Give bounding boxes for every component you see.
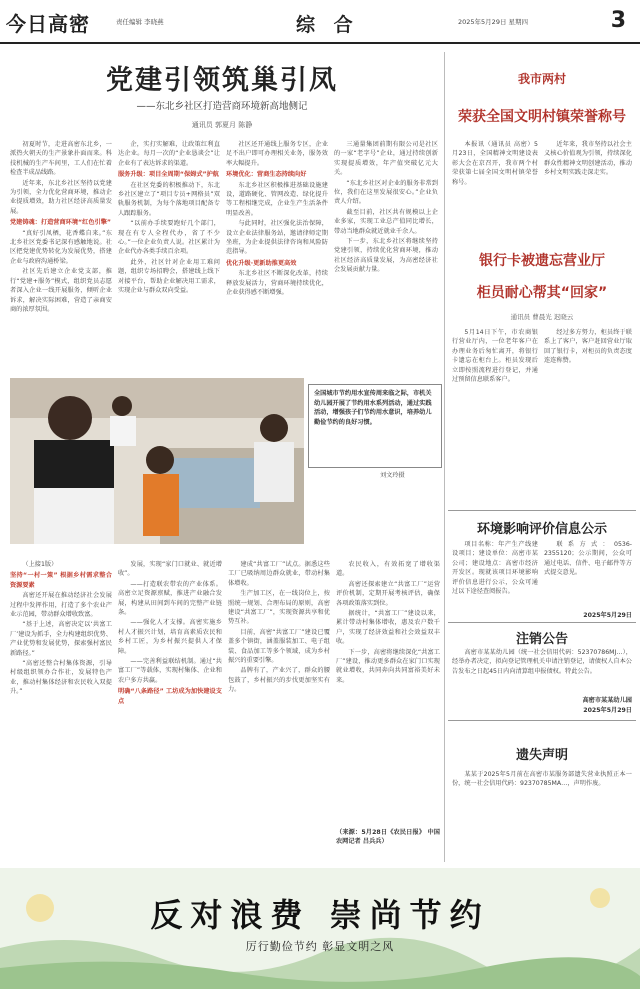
paragraph: 社区先后建立企业党支部，推行“党建+服务”模式，组织党员志愿者深入企业一线开展服务，倾听企业诉求，解决实际困难，营造了亲商安商的浓厚氛围。 — [10, 268, 112, 313]
paragraph: 5月14日下午，市农商银行营业厅内，一位老年客户在办理业务后匆忙离开，将银行卡遗忘在柜台上。柜员发现后立即按照流程进行登记，并通过预留信息联系客户。 — [452, 329, 538, 384]
sidebar-story1-title: 荣获全国文明村镇荣誉称号 — [458, 109, 626, 125]
main-article-column-4 — [334, 140, 438, 380]
paragraph: “以前办手续要跑好几个部门，现在有专人全程代办，省了不少心。”一位企业负责人说。社区累计为企业代办各类手续百余项。 — [118, 220, 220, 256]
paragraph: 三通量集团前期有限公司是社区的一家“老字号”企业，通过持续创新实现提质增效，年产值突破亿元大关。 — [334, 141, 438, 177]
banner-subslogan: 厉行勤俭节约 彰显文明之风 — [245, 940, 395, 953]
paragraph: 生产加工区，在一线岗位上，按照统一规划、合理布局的原则，高密建设“共富工厂”，实现资源共享和优势互补。 — [228, 590, 330, 626]
main-article-title: 党建引领筑巢引凤 — [106, 65, 338, 96]
paragraph: ——打造联农带农的产业体系。高密立足资源禀赋，推进产业融合发展，构建从田间到车间的完整产业链条。 — [118, 580, 222, 617]
paragraph: ——强化人才支撑。高密实施乡村人才振兴计划，培育高素质农民和乡村工匠，为乡村振兴提供人才保障。 — [118, 619, 222, 655]
notice-lost-title: 遗失声明 — [515, 748, 568, 763]
sidebar-story1-column-1 — [452, 140, 538, 240]
notice-cancellation-date: 2025年5月29日 — [583, 707, 632, 714]
lower-article-column-1 — [10, 560, 112, 860]
notice-cancellation-signer: 高密市某某幼儿园 — [582, 697, 632, 704]
notice-cancellation-body — [452, 648, 632, 692]
notice-eia-body-right — [544, 540, 632, 608]
newspaper-logo: 今日高密 — [6, 12, 90, 36]
section-subhead: 坚持“一村一策” 根据乡村需求整合资源要素 — [10, 572, 112, 589]
main-article-column-3 — [226, 140, 328, 372]
section-subhead: 明确“八条路径” 工坊成为加快建设支点 — [118, 688, 222, 705]
main-article-column-1 — [10, 140, 112, 372]
section-subhead: 党建铸魂：打造营商环境“红色引擎” — [10, 219, 111, 227]
paragraph: “高密还整合村集体资源，引导村级组织领办合作社，发展特色产业，推动村集体经济和农民收入双提升。” — [10, 660, 112, 696]
paragraph: 高密市某某幼儿园（统一社会信用代码：52370786MJ…），经举办者决定，拟向登记管理机关申请注销登记，请债权人自本公告发布之日起45日内向清算组申报债权。特此公告。 — [452, 649, 632, 675]
paragraph: ——完善利益联结机制。通过“共富工厂”等载体，实现村集体、企业和农户多方共赢。 — [118, 658, 222, 684]
main-article-column-2 — [118, 140, 220, 372]
paragraph: 经过多方努力，柜员终于联系上了客户，客户赶回营业厅取回了银行卡，对柜员的负责态度连连称赞。 — [544, 329, 632, 365]
sidebar-story1-kicker: 我市两村 — [517, 72, 566, 86]
page-number: 3 — [610, 8, 626, 33]
paragraph: 下一步，东北乡社区将继续坚持党建引领，持续优化营商环境，推动社区经济高质量发展，为高密经济社会发展贡献力量。 — [334, 238, 438, 274]
paragraph: 高密还开展在推动经济社会发展过程中发挥作用，打造了多个农业产业示范园，带动群众增收致富。 — [10, 592, 112, 619]
masthead-bar — [0, 0, 640, 44]
notice-eia-date: 2025年5月29日 — [583, 612, 632, 619]
lower-article-column-2 — [118, 560, 222, 860]
section-divider — [448, 510, 636, 511]
paragraph: （上接1版） — [22, 561, 58, 568]
paragraph: 与此同时，社区强化法治保障，设立企业法律服务站，邀请律师定期坐班，为企业提供法律咨询和风险防范指导。 — [226, 220, 328, 256]
paragraph: “基于上述，高密决定以‘共富工厂’建设为抓手，全力构建组织优势、产业优势和发展优势，探索强村富民新路径。” — [10, 621, 112, 657]
paragraph: 初夏时节，走进高密东北乡，一派热火朝天的生产景象扑面而来。科技机械的生产车间里，工人们在忙着检查半成品线路。 — [10, 141, 112, 177]
paragraph: 农民收入，有效拓宽了增收渠道。 — [336, 561, 440, 578]
paragraph: 高密还探索建立“共富工厂”运营评价机制，定期开展考核评估，确保各项政策落实到位。 — [336, 580, 440, 607]
section-divider — [448, 720, 636, 721]
paragraph: 东北乡社区不断深化改革，持续释放发展活力，营商环境持续优化，企业获得感不断增强。 — [226, 270, 328, 297]
main-article-byline: 通讯员 郭夏月 陈静 — [191, 121, 253, 129]
paragraph: “真好引凤栖，花香蝶自来。”东北乡社区党委书记深有感触地说。社区把党建优势转化为发展优势，搭建企业与政府沟通桥梁。 — [10, 229, 112, 265]
article-source: （来源：5月28日《农民日报》 中国农网记者 吕兵兵） — [336, 829, 440, 846]
paragraph: 截至目前，社区共有规模以上企业多家，实现工业总产值同比增长，带动当地群众就近就业千余人。 — [334, 208, 438, 235]
sidebar-story2-column-2 — [544, 328, 632, 504]
paragraph: “东北乡社区对企业的服务非常到位，我们在这里发展很安心。”企业负责人介绍。 — [334, 179, 438, 206]
notice-lost-body — [452, 770, 632, 830]
notice-eia-body-left — [452, 540, 538, 608]
notice-eia-title: 环境影响评价信息公示 — [476, 522, 607, 537]
sidebar-story2-title-line2: 柜员耐心帮其“回家” — [476, 285, 608, 301]
paragraph: 项目名称：年产生产线建设项目；建设单位：高密市某公司；建设地点：高密市经济开发区。现就该项目环境影响评价信息进行公示，公众可通过以下途径查阅报告。 — [452, 541, 538, 596]
lower-article-column-3 — [228, 560, 330, 860]
section-subhead: 优化升级·更新助推更高效 — [226, 259, 297, 267]
paragraph: 品牌有了，产业兴了，群众的腰包鼓了，乡村振兴的步伐更加坚实有力。 — [228, 667, 330, 694]
paragraph: 建成“共富工厂”试点。据悉这些工厂已吸纳周边群众就业，带动村集体增收。 — [228, 561, 330, 587]
notice-cancellation-title: 注销公告 — [515, 632, 568, 647]
sidebar-story1-column-2 — [544, 140, 632, 240]
paragraph: 近年来，东北乡社区坚持以党建为引领，全力优化营商环境，推动企业提质增效，助力社区经济高质量发展。 — [10, 179, 112, 215]
sidebar-story2-column-1 — [452, 328, 538, 504]
paragraph: 本报讯（通讯员 高密）5月23日，全国精神文明建设表彰大会在京召开，我市两个村荣获第七届全国文明村镇荣誉称号。 — [452, 141, 538, 186]
section-title: 综 合 — [296, 14, 359, 36]
paragraph: 某某于2025年5月前在高密市某服务部遗失营业执照正本一份，统一社会信用代码：92370785MA…，声明作废。 — [452, 771, 632, 788]
column-divider — [444, 52, 445, 862]
paragraph: 企，实打实解难，让政策红利直达企业。每月一次的“企业恳谈会”让企业有了表达诉求的渠道。 — [118, 141, 220, 167]
paragraph: 联系方式：0536-2355120；公示期间，公众可通过电话、信件、电子邮件等方式提交意见。 — [544, 541, 632, 577]
paragraph: 东北乡社区积极推进基础设施建设，道路硬化、管网改造、绿化提升等工程相继完成，企业生产生活条件明显改善。 — [226, 181, 328, 217]
section-subhead: 服务升级：项目全周期“保姆式”护航 — [118, 171, 219, 179]
sidebar-story2-byline: 通讯员 曹晨光 迟晓云 — [510, 313, 574, 321]
main-article-subtitle: ——东北乡社区打造营商环境新高地侧记 — [136, 101, 308, 112]
issue-date: 2025年5月29日 星期四 — [458, 18, 529, 26]
paragraph: 发展，实现“家门口就业、就近增收”。 — [118, 561, 222, 578]
paragraph: 目前，高密“共富工厂”建设已覆盖多个镇街，涵盖服装加工、电子组装、食品加工等多个领域，成为乡村振兴的重要引擎。 — [228, 628, 330, 665]
paragraph: 据统计，“共富工厂”建设以来，累计带动村集体增收，惠及农户数千户，实现了经济效益和社会效益双丰收。 — [336, 610, 440, 646]
banner-slogan: 反对浪费 崇尚节约 — [150, 896, 490, 934]
sidebar-story2-title-line1: 银行卡被遗忘营业厅 — [479, 253, 605, 269]
section-subhead: 环境优化：营商生态持续向好 — [226, 171, 307, 179]
paragraph: 近年来，我市坚持以社会主义核心价值观为引领，持续深化群众性精神文明创建活动，推动乡村文明实践走深走实。 — [544, 141, 632, 177]
lower-article-column-4 — [336, 560, 440, 822]
news-photo — [10, 378, 304, 544]
paragraph: 此外，社区针对企业用工难问题，组织专场招聘会，搭建线上线下对接平台，帮助企业解决用工需求，实现企业与群众双向受益。 — [118, 258, 220, 295]
paragraph: 社区还开通线上服务专区，企业足不出户即可办理相关业务，服务效率大幅提升。 — [226, 141, 328, 167]
paragraph: 下一步，高密将继续深化“共富工厂”建设，推动更多群众在家门口实现就业增收，共同奔向共同富裕美好未来。 — [336, 648, 440, 684]
editor-credit: 责任编辑 李晓燕 — [116, 18, 164, 26]
photo-caption: 全国城市节约用水宣传周来临之际，市机关幼儿园开展了节约用水系列活动，通过实践活动，增强孩子们节约用水意识，培养幼儿勤俭节约的良好习惯。 — [308, 384, 442, 468]
public-service-banner — [0, 868, 640, 989]
children-playing-photo — [10, 378, 304, 544]
section-divider — [448, 622, 636, 623]
photo-credit: 刘文玲摄 — [380, 472, 405, 479]
paragraph: 在社区党委的积极推动下，东北乡社区建立了“项目专员+网格员”双轨服务机制，为每个落地项目配备专人跟踪服务。 — [118, 181, 220, 217]
